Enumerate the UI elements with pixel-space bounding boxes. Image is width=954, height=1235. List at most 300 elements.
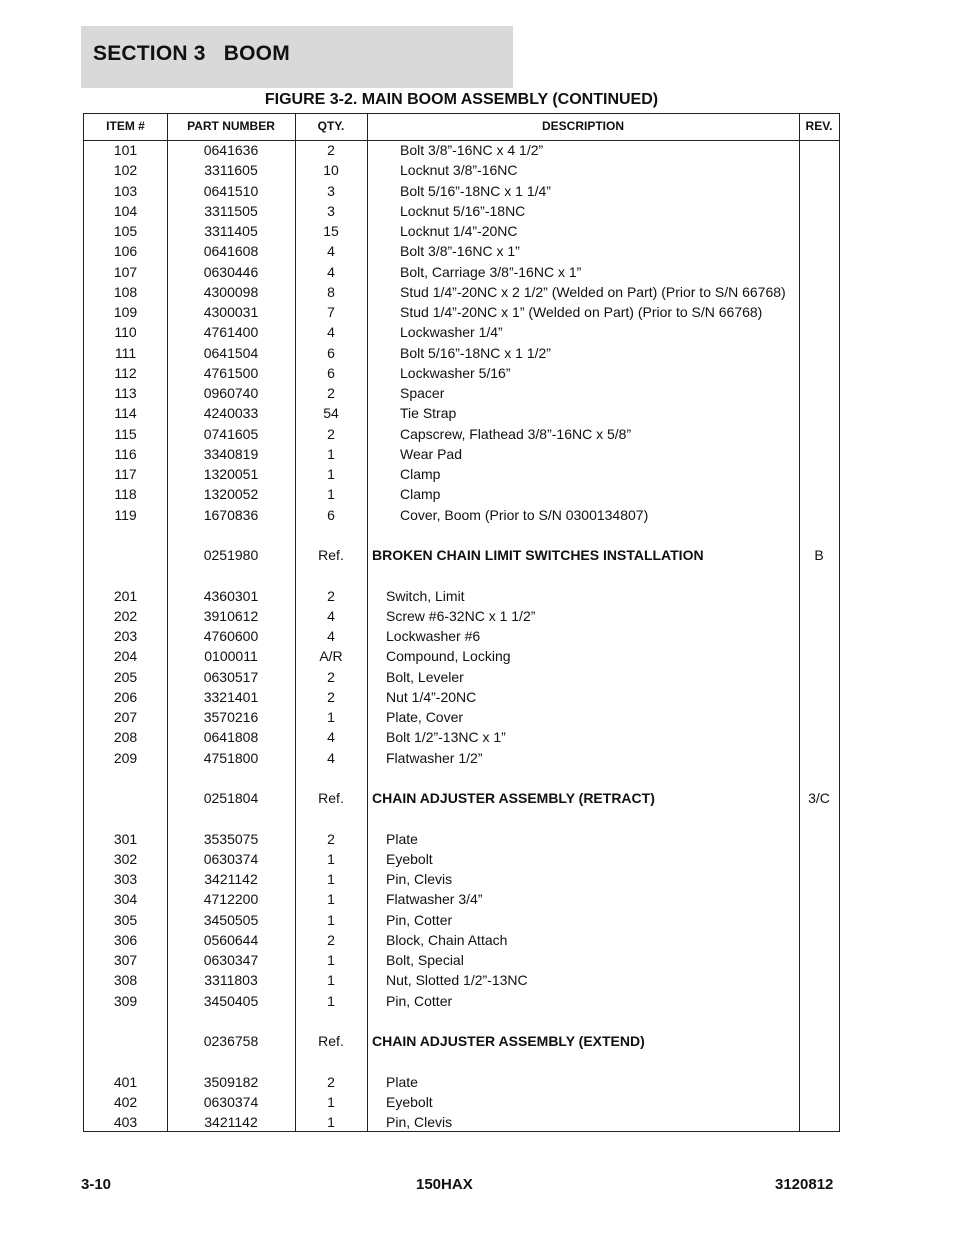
- quantity-cell: 1: [327, 972, 335, 989]
- item-number-cell: 302: [113, 850, 138, 867]
- description-cell: Switch, Limit: [386, 587, 465, 604]
- description-cell: Bolt, Special: [386, 952, 464, 968]
- table-row: [84, 707, 839, 727]
- description-cell: CHAIN ADJUSTER ASSEMBLY (RETRACT): [372, 790, 655, 806]
- description-cell: Stud 1/4”-20NC x 2 1/2” (Welded on Part) (Prior to S/N 66768): [400, 283, 786, 300]
- quantity-cell: A/R: [319, 648, 343, 665]
- column-header-rev: REV.: [805, 119, 833, 133]
- table-row: [84, 1051, 839, 1071]
- model-name: 150HAX: [416, 1176, 473, 1193]
- table-row: [84, 869, 839, 889]
- revision-cell: [799, 322, 839, 342]
- quantity-cell: 3: [327, 202, 335, 219]
- revision-cell: [799, 241, 839, 261]
- item-number-cell: 119: [114, 506, 137, 523]
- part-number-cell: 0960740: [203, 385, 259, 401]
- part-number-cell: 0641608: [203, 243, 259, 260]
- table-row: [84, 1072, 839, 1092]
- quantity-cell: 4: [327, 263, 335, 280]
- revision-cell: [799, 343, 839, 363]
- description-cell: Pin, Clevis: [386, 871, 453, 887]
- table-row: [84, 363, 839, 383]
- revision-cell: [799, 687, 839, 707]
- quantity-cell: 2: [327, 931, 335, 948]
- revision-cell: [799, 667, 839, 687]
- table-row: [84, 505, 839, 525]
- part-number-cell: 0630446: [203, 263, 259, 280]
- description-cell: Spacer: [400, 385, 445, 401]
- item-number-cell: 403: [113, 1114, 138, 1130]
- part-number-cell: 1320052: [203, 486, 259, 503]
- description-cell: Plate, Cover: [386, 709, 464, 725]
- section-title: SECTION 3 BOOM: [93, 42, 290, 65]
- description-cell: Plate: [386, 830, 418, 847]
- part-number-cell: 0630374: [203, 850, 259, 867]
- item-number-cell: 110: [114, 324, 137, 341]
- table-row: [84, 181, 839, 201]
- item-number-cell: 109: [113, 304, 138, 320]
- quantity-cell: 2: [327, 668, 335, 685]
- table-row: [84, 606, 839, 626]
- table-row: [84, 930, 839, 950]
- table-row: [84, 727, 839, 747]
- item-number-cell: 106: [113, 243, 138, 260]
- parts-table: [83, 113, 840, 1132]
- quantity-cell: 1: [327, 911, 335, 928]
- table-row: [84, 525, 839, 545]
- section-banner: [81, 26, 513, 88]
- description-cell: Eyebolt: [386, 1093, 433, 1110]
- quantity-cell: 3: [327, 182, 335, 199]
- part-number-cell: 3321401: [203, 688, 259, 705]
- table-row: [84, 1112, 839, 1132]
- part-number-cell: 3509182: [203, 1073, 259, 1090]
- quantity-cell: 4: [327, 607, 335, 624]
- part-number-cell: 4300098: [203, 283, 259, 300]
- part-number-cell: 3421142: [204, 871, 258, 887]
- quantity-cell: 4: [327, 324, 335, 341]
- description-cell: Flatwasher 3/4”: [386, 891, 483, 908]
- part-number-cell: 3311803: [204, 972, 258, 989]
- description-cell: Bolt, Carriage 3/8”-16NC x 1”: [400, 263, 582, 280]
- revision-cell: [799, 707, 839, 727]
- description-cell: Tie Strap: [400, 405, 457, 422]
- quantity-cell: 1: [327, 1093, 335, 1110]
- description-cell: Pin, Clevis: [386, 1114, 453, 1130]
- quantity-cell: 2: [327, 830, 335, 847]
- item-number-cell: 101: [113, 142, 138, 158]
- part-number-cell: [167, 565, 295, 585]
- column-header-item: ITEM #: [106, 119, 145, 133]
- revision-cell: [799, 586, 839, 606]
- revision-cell: [799, 768, 839, 788]
- item-number-cell: [84, 768, 167, 788]
- table-row: [84, 424, 839, 444]
- revision-cell: [799, 1051, 839, 1071]
- quantity-cell: 15: [323, 223, 339, 239]
- quantity-cell: 2: [327, 425, 335, 442]
- description-cell: Capscrew, Flathead 3/8”-16NC x 5/8”: [400, 425, 632, 442]
- quantity-cell: [295, 1051, 367, 1071]
- item-number-cell: 118: [114, 486, 137, 503]
- table-row: [84, 140, 839, 160]
- table-row: [84, 383, 839, 403]
- description-cell: [368, 768, 830, 788]
- quantity-cell: [295, 1011, 367, 1031]
- item-number-cell: 208: [113, 729, 138, 746]
- part-number-cell: [167, 525, 295, 545]
- table-row: [84, 808, 839, 828]
- description-cell: [368, 1011, 830, 1031]
- quantity-cell: 1: [327, 871, 335, 887]
- table-row: [84, 464, 839, 484]
- quantity-cell: [295, 565, 367, 585]
- quantity-cell: 2: [327, 385, 335, 401]
- revision-cell: [799, 970, 839, 990]
- quantity-cell: 1: [327, 952, 335, 968]
- revision-cell: [799, 262, 839, 282]
- table-row: [84, 586, 839, 606]
- part-number-cell: [167, 1011, 295, 1031]
- part-number-cell: 0641636: [203, 142, 259, 158]
- item-number-cell: 201: [113, 587, 138, 604]
- item-number-cell: 202: [113, 607, 138, 624]
- quantity-cell: 6: [327, 364, 335, 381]
- item-number-cell: 207: [113, 709, 138, 725]
- revision-cell: [799, 889, 839, 909]
- item-number-cell: 105: [113, 223, 138, 239]
- table-row: [84, 201, 839, 221]
- description-cell: Bolt 3/8”-16NC x 1”: [400, 243, 520, 260]
- revision-cell: [799, 930, 839, 950]
- description-cell: [368, 565, 830, 585]
- column-header-description: DESCRIPTION: [541, 119, 624, 133]
- item-number-cell: 306: [113, 931, 138, 948]
- part-number-cell: 0741605: [203, 425, 259, 442]
- revision-cell: [799, 302, 839, 322]
- description-cell: Compound, Locking: [386, 648, 511, 665]
- description-cell: Block, Chain Attach: [386, 931, 508, 948]
- table-row: [84, 241, 839, 261]
- revision-cell: [799, 565, 839, 585]
- part-number-cell: 3910612: [203, 607, 259, 624]
- quantity-cell: Ref.: [318, 547, 344, 563]
- item-number-cell: 303: [113, 871, 138, 887]
- table-row: [84, 565, 839, 585]
- item-number-cell: [84, 565, 167, 585]
- part-number-cell: 4751800: [203, 749, 259, 766]
- part-number-cell: 0630517: [203, 668, 259, 685]
- revision-cell: [799, 505, 839, 525]
- revision-cell: [799, 991, 839, 1011]
- item-number-cell: 117: [114, 466, 137, 482]
- item-number-cell: [84, 1051, 167, 1071]
- part-number-cell: 4760600: [203, 628, 259, 644]
- revision-cell: [799, 181, 839, 201]
- revision-cell: [799, 626, 839, 646]
- item-number-cell: 204: [113, 648, 138, 665]
- description-cell: Locknut 3/8”-16NC: [400, 162, 518, 179]
- description-cell: Cover, Boom (Prior to S/N 0300134807): [400, 506, 649, 523]
- part-number-cell: 0251804: [203, 790, 259, 806]
- table-row: [84, 626, 839, 646]
- revision-cell: [799, 363, 839, 383]
- part-number-cell: 0560644: [203, 931, 259, 948]
- description-cell: Bolt 3/8”-16NC x 4 1/2”: [400, 142, 544, 158]
- item-number-cell: 115: [114, 425, 137, 442]
- part-number-cell: 4761400: [203, 324, 259, 341]
- description-cell: Locknut 5/16”-18NC: [400, 202, 526, 219]
- column-header-qty: QTY.: [317, 119, 345, 133]
- part-number-cell: 3570216: [203, 709, 259, 725]
- table-row: [84, 545, 839, 565]
- quantity-cell: 1: [327, 486, 335, 503]
- part-number-cell: 4712200: [203, 891, 259, 908]
- item-number-cell: [84, 525, 167, 545]
- description-cell: Clamp: [400, 486, 441, 503]
- table-row: [84, 1092, 839, 1112]
- part-number-cell: 0641504: [203, 344, 259, 361]
- quantity-cell: 2: [327, 688, 335, 705]
- description-cell: Clamp: [400, 466, 441, 482]
- description-cell: Pin, Cotter: [386, 992, 453, 1009]
- item-number-cell: 116: [114, 445, 137, 462]
- part-number-cell: 3311405: [204, 223, 258, 239]
- item-number-cell: 307: [113, 952, 138, 968]
- quantity-cell: 10: [323, 162, 339, 179]
- table-header: [84, 114, 839, 141]
- part-number-cell: 4360301: [203, 587, 259, 604]
- part-number-cell: 1320051: [203, 466, 259, 482]
- quantity-cell: 6: [327, 344, 335, 361]
- item-number-cell: 103: [113, 182, 138, 199]
- description-cell: Bolt, Leveler: [386, 668, 464, 685]
- revision-cell: [799, 1112, 839, 1132]
- document-number: 3120812: [775, 1176, 834, 1193]
- item-number-cell: [84, 545, 167, 565]
- table-row: [84, 889, 839, 909]
- table-row: [84, 262, 839, 282]
- quantity-cell: 2: [327, 587, 335, 604]
- revision-cell: [799, 1031, 839, 1051]
- description-cell: Lockwasher #6: [386, 628, 481, 644]
- quantity-cell: 6: [327, 506, 335, 523]
- item-number-cell: 209: [113, 749, 138, 766]
- revision-cell: [799, 1011, 839, 1031]
- revision-cell: [799, 950, 839, 970]
- item-number-cell: [84, 1031, 167, 1051]
- figure-title: FIGURE 3-2. MAIN BOOM ASSEMBLY (CONTINUED): [264, 91, 659, 108]
- quantity-cell: 1: [327, 992, 335, 1009]
- item-number-cell: 309: [113, 992, 138, 1009]
- table-row: [84, 221, 839, 241]
- quantity-cell: [295, 525, 367, 545]
- table-row: [84, 302, 839, 322]
- quantity-cell: 1: [327, 1114, 335, 1130]
- item-number-cell: 114: [114, 405, 137, 422]
- part-number-cell: 4240033: [203, 405, 259, 422]
- table-row: [84, 687, 839, 707]
- description-cell: Locknut 1/4”-20NC: [400, 223, 518, 239]
- item-number-cell: 206: [113, 688, 138, 705]
- part-number-cell: 1670836: [203, 506, 259, 523]
- table-row: [84, 282, 839, 302]
- part-number-cell: 0630347: [203, 952, 259, 968]
- quantity-cell: 4: [327, 243, 335, 260]
- quantity-cell: 1: [327, 891, 335, 908]
- item-number-cell: [84, 1011, 167, 1031]
- revision-cell: [799, 525, 839, 545]
- table-row: [84, 484, 839, 504]
- item-number-cell: 305: [113, 911, 138, 928]
- revision-cell: [799, 403, 839, 423]
- quantity-cell: 2: [327, 1073, 335, 1090]
- item-number-cell: 203: [113, 628, 138, 644]
- part-number-cell: 3450405: [203, 992, 259, 1009]
- revision-cell: [799, 140, 839, 160]
- description-cell: CHAIN ADJUSTER ASSEMBLY (EXTEND): [372, 1033, 645, 1049]
- revision-cell: 3/C: [808, 790, 830, 806]
- quantity-cell: Ref.: [318, 790, 344, 806]
- description-cell: Bolt 5/16”-18NC x 1 1/4”: [400, 182, 551, 199]
- table-row: [84, 160, 839, 180]
- part-number-cell: 0641808: [203, 729, 259, 746]
- revision-cell: [799, 201, 839, 221]
- item-number-cell: 102: [113, 162, 138, 179]
- quantity-cell: 4: [327, 628, 335, 644]
- table-row: [84, 646, 839, 666]
- revision-cell: [799, 464, 839, 484]
- part-number-cell: 0641510: [203, 182, 259, 199]
- part-number-cell: 3311605: [204, 162, 258, 179]
- quantity-cell: [295, 808, 367, 828]
- table-row: [84, 910, 839, 930]
- revision-cell: B: [814, 547, 824, 563]
- part-number-cell: 4300031: [203, 304, 259, 320]
- column-header-part-number: PART NUMBER: [187, 119, 275, 133]
- table-row: [84, 343, 839, 363]
- description-cell: BROKEN CHAIN LIMIT SWITCHES INSTALLATION: [372, 547, 704, 563]
- part-number-cell: 3450505: [203, 911, 259, 928]
- description-cell: Stud 1/4”-20NC x 1” (Welded on Part) (Prior to S/N 66768): [400, 304, 763, 320]
- part-number-cell: 3340819: [203, 445, 259, 462]
- item-number-cell: 107: [113, 263, 138, 280]
- revision-cell: [799, 484, 839, 504]
- description-cell: Bolt 1/2”-13NC x 1”: [386, 729, 506, 746]
- part-number-cell: 0236758: [203, 1033, 259, 1049]
- quantity-cell: [295, 768, 367, 788]
- quantity-cell: 4: [327, 729, 335, 746]
- revision-cell: [799, 910, 839, 930]
- table-row: [84, 849, 839, 869]
- table-row: [84, 1011, 839, 1031]
- description-cell: [368, 1051, 830, 1071]
- item-number-cell: [84, 808, 167, 828]
- item-number-cell: 111: [114, 344, 137, 361]
- revision-cell: [799, 1092, 839, 1112]
- revision-cell: [799, 424, 839, 444]
- revision-cell: [799, 849, 839, 869]
- revision-cell: [799, 282, 839, 302]
- quantity-cell: 1: [327, 445, 335, 462]
- item-number-cell: 304: [113, 891, 138, 908]
- table-row: [84, 403, 839, 423]
- description-cell: Lockwasher 1/4”: [400, 324, 503, 341]
- table-row: [84, 444, 839, 464]
- part-number-cell: 0251980: [203, 547, 259, 563]
- revision-cell: [799, 829, 839, 849]
- part-number-cell: [167, 1051, 295, 1071]
- table-row: [84, 667, 839, 687]
- part-number-cell: 0630374: [203, 1093, 259, 1110]
- revision-cell: [799, 606, 839, 626]
- quantity-cell: 1: [327, 466, 335, 482]
- revision-cell: [799, 1072, 839, 1092]
- part-number-cell: 3311505: [204, 202, 258, 219]
- description-cell: Wear Pad: [400, 445, 462, 462]
- quantity-cell: 8: [327, 283, 335, 300]
- item-number-cell: 301: [113, 830, 138, 847]
- description-cell: Eyebolt: [386, 850, 433, 867]
- quantity-cell: 2: [327, 142, 335, 158]
- revision-cell: [799, 383, 839, 403]
- revision-cell: [799, 444, 839, 464]
- item-number-cell: 113: [114, 385, 137, 401]
- part-number-cell: [167, 768, 295, 788]
- revision-cell: [799, 869, 839, 889]
- part-number-cell: 4761500: [203, 364, 259, 381]
- table-row: [84, 768, 839, 788]
- description-cell: Nut, Slotted 1/2”-13NC: [386, 972, 528, 989]
- table-row: [84, 1031, 839, 1051]
- revision-cell: [799, 221, 839, 241]
- quantity-cell: 54: [323, 405, 339, 422]
- quantity-cell: 7: [327, 304, 335, 320]
- table-row: [84, 970, 839, 990]
- item-number-cell: 108: [113, 283, 138, 300]
- description-cell: Plate: [386, 1073, 418, 1090]
- part-number-cell: 3535075: [203, 830, 259, 847]
- description-cell: Flatwasher 1/2”: [386, 749, 483, 766]
- description-cell: Nut 1/4”-20NC: [386, 688, 477, 705]
- revision-cell: [799, 748, 839, 768]
- item-number-cell: 308: [113, 972, 138, 989]
- quantity-cell: Ref.: [318, 1033, 344, 1049]
- item-number-cell: 112: [114, 364, 137, 381]
- item-number-cell: 401: [113, 1073, 138, 1090]
- table-row: [84, 322, 839, 342]
- item-number-cell: 104: [113, 202, 138, 219]
- table-row: [84, 829, 839, 849]
- page-number: 3-10: [81, 1176, 112, 1193]
- table-row: [84, 788, 839, 808]
- description-cell: Screw #6-32NC x 1 1/2”: [386, 607, 536, 624]
- quantity-cell: 1: [327, 709, 335, 725]
- description-cell: [368, 808, 830, 828]
- part-number-cell: 3421142: [204, 1114, 258, 1130]
- description-cell: [368, 525, 830, 545]
- table-row: [84, 950, 839, 970]
- quantity-cell: 1: [327, 850, 335, 867]
- description-cell: Bolt 5/16”-18NC x 1 1/2”: [400, 344, 551, 361]
- revision-cell: [799, 727, 839, 747]
- table-row: [84, 991, 839, 1011]
- revision-cell: [799, 160, 839, 180]
- item-number-cell: 205: [113, 668, 138, 685]
- quantity-cell: 4: [327, 749, 335, 766]
- item-number-cell: [84, 788, 167, 808]
- revision-cell: [799, 646, 839, 666]
